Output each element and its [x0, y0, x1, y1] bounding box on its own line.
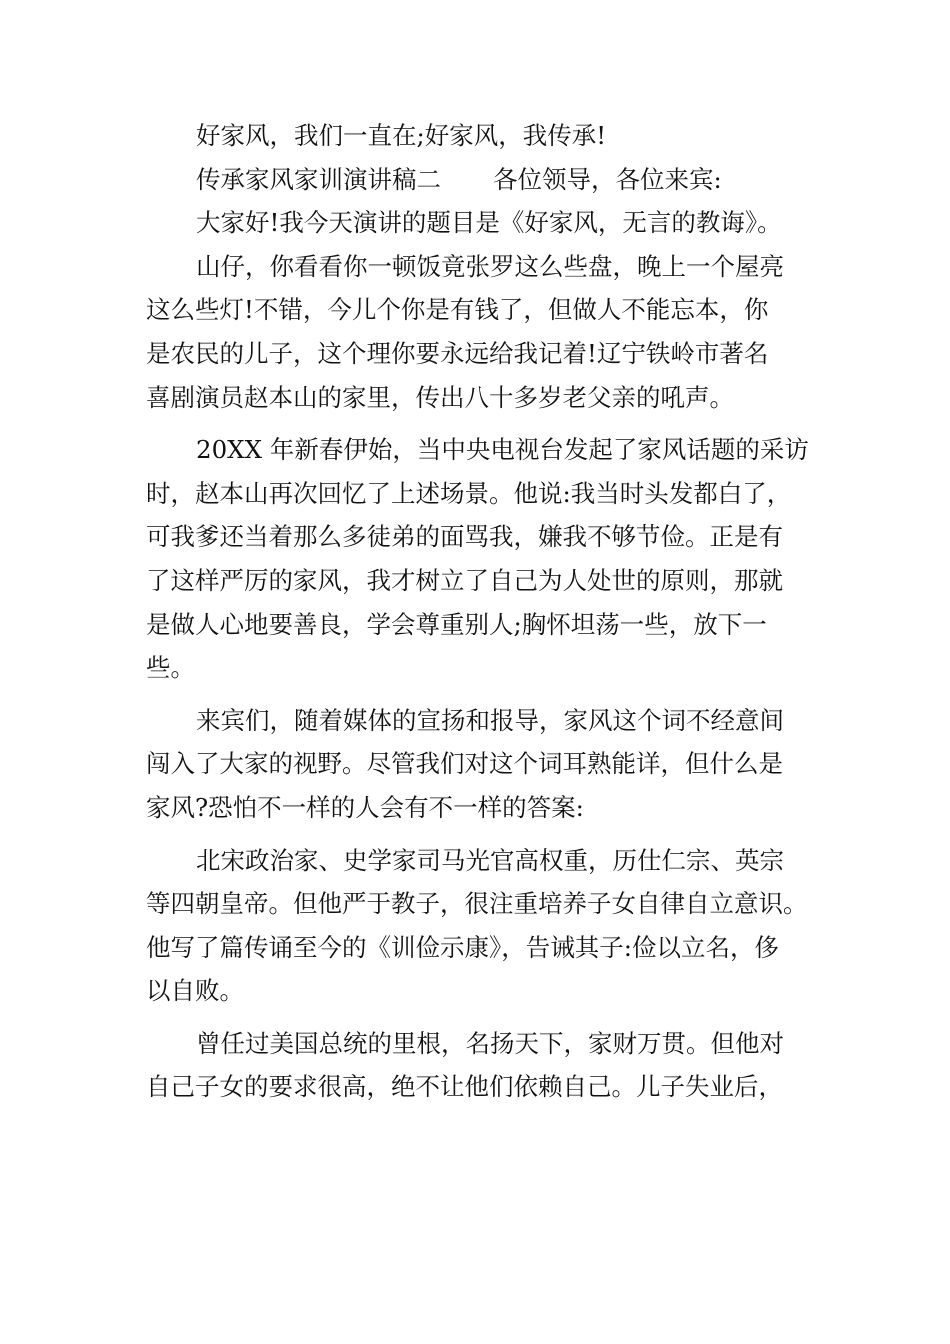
paragraph-5 — [146, 1022, 826, 1109]
text-line: 家风?恐怕不一样的人会有不一样的答案: — [146, 792, 584, 822]
text-line: 是做人心地要善良，学会尊重别人;胸怀坦荡一些，放下一 — [146, 609, 767, 639]
greeting-line: 大家好!我今天演讲的题目是《好家风，无言的教诲》。 — [196, 208, 782, 238]
paragraph-3 — [146, 699, 826, 830]
text-line: 曾任过美国总统的里根，名扬天下，家财万贯。但他对 — [196, 1028, 784, 1058]
text-line: 时，赵本山再次回忆了上述场景。他说:我当时头发都白了， — [146, 478, 792, 508]
paragraph-4 — [146, 839, 826, 1013]
paragraph-1 — [146, 245, 826, 419]
text-line: 可我爹还当着那么多徒弟的面骂我，嫌我不够节俭。正是有 — [146, 522, 783, 552]
speech-heading-line — [146, 158, 826, 202]
text-line: 以自败。 — [146, 976, 244, 1006]
text-line: 山仔，你看看你一顿饭竟张罗这么些盘，晚上一个屋亮 — [196, 251, 784, 281]
text-line: 等四朝皇帝。但他严于教子，很注重培养子女自律自立意识。 — [146, 889, 808, 919]
paragraph-2 — [146, 428, 826, 690]
closing-line: 好家风，我们一直在;好家风，我传承! — [196, 121, 607, 150]
text-line: 喜剧演员赵本山的家里，传出八十多岁老父亲的吼声。 — [146, 382, 734, 412]
speech-text — [146, 114, 826, 1109]
text-line: 些。 — [146, 653, 195, 683]
speech-title: 传承家风家训演讲稿二 — [196, 164, 441, 194]
text-line: 了这样严厉的家风，我才树立了自己为人处世的原则，那就 — [146, 565, 783, 595]
text-line: 是农民的儿子，这个理你要永远给我记着!辽宁铁岭市著名 — [146, 338, 769, 368]
text-line: 北宋政治家、史学家司马光官高权重，历仕仁宗、英宗 — [196, 845, 784, 875]
text-line: 他写了篇传诵至今的《训俭示康》，告诫其子:俭以立名，侈 — [146, 932, 780, 962]
text-line: 闯入了大家的视野。尽管我们对这个词耳熟能详，但什么是 — [146, 749, 783, 779]
text-line: 来宾们，随着媒体的宣扬和报导，家风这个词不经意间 — [196, 705, 784, 735]
text-line: 这么些灯!不错，今儿个你是有钱了，但做人不能忘本，你 — [146, 295, 769, 325]
speech-salutation: 各位领导，各位来宾: — [493, 164, 722, 194]
text-line: 20XX 年新春伊始，当中央电视台发起了家风话题的采访 — [196, 435, 809, 465]
text-line: 自己子女的要求很高，绝不让他们依赖自己。儿子失业后， — [146, 1072, 783, 1102]
